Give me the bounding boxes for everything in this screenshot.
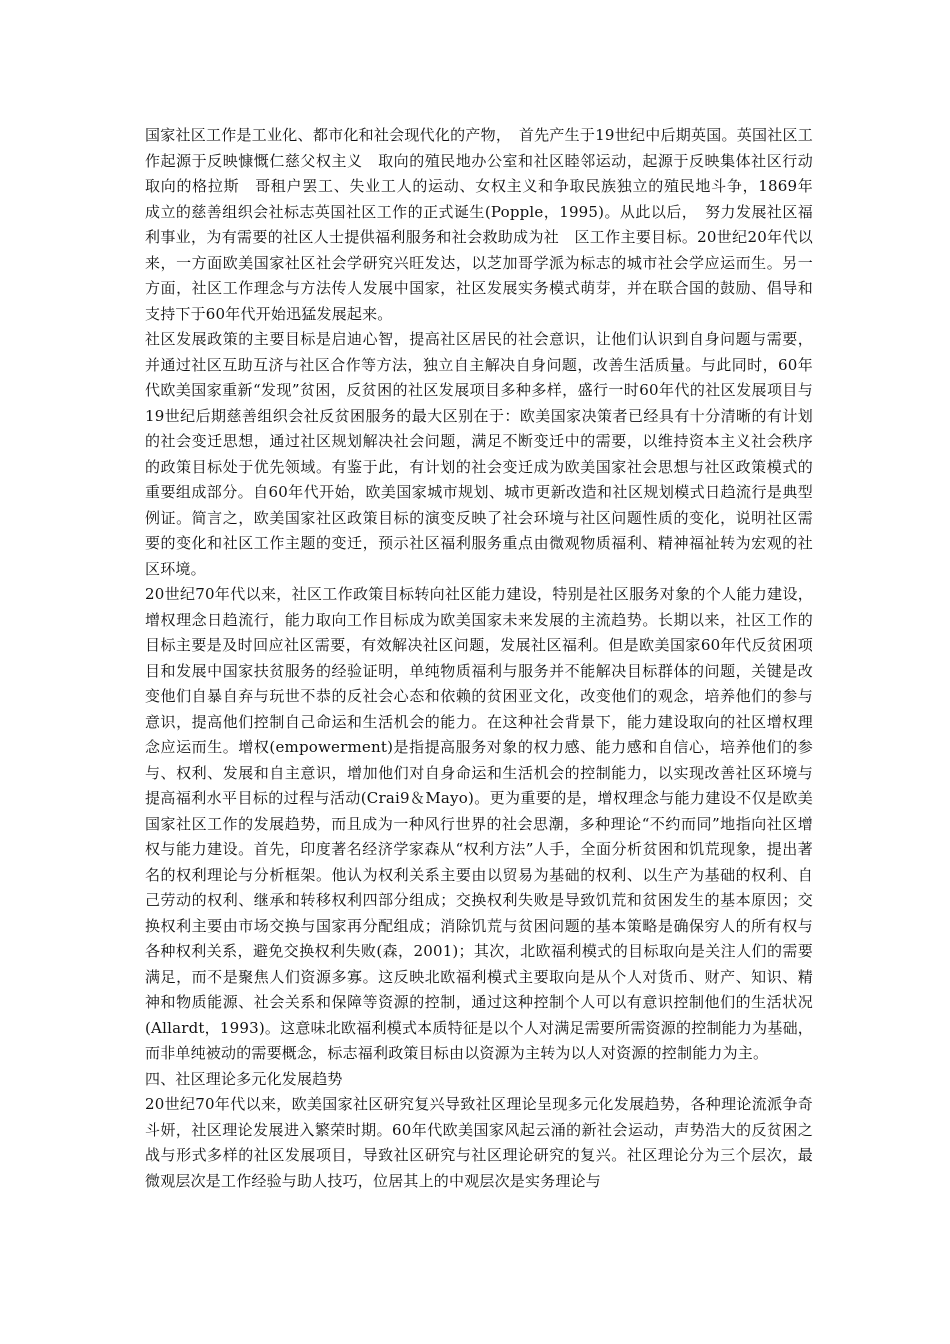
paragraph-origins: 国家社区工作是工业化、都市化和社会现代化的产物， 首先产生于19世纪中后期英国。英国社区工作起源于反映慷慨仁慈父权主义 取向的殖民地办公室和社区睦邻运动，起源于反映集体社区行动取向的格拉斯 哥租户罢工、失业工人的运动、女权主义和争取民族独立的殖民地斗争，1869年 成立的慈善组织会社标志英国社区工作的正式诞生(Popple，1995)。从此以后， 努力发展社区福利事业，为有需要的社区人士提供福利服务和社会救助成为社 区工作主要目标。20世纪20年代以来，一方面欧美国家社区社会学研究兴旺发达，以芝加哥学派为标志的城市社会学应运而生。另一方面，社区工作理念与方法传人发展中国家，社区发展实务模式萌芽，并在联合国的鼓励、倡导和支持下于60年代开始迅猛发展起来。 xyxy=(145,126,829,323)
paragraph-theory-diversification: 20世纪70年代以来，欧美国家社区研究复兴导致社区理论呈现多元化发展趋势，各种理论流派争奇斗妍，社区理论发展进入繁荣时期。60年代欧美国家风起云涌的新社会运动，声势浩大的反贫困之战与形式多样的社区发展项目，导致社区研究与社区理论研究的复兴。社区理论分为三个层次，最微观层次是工作经验与助人技巧，位居其上的中观层次是实务理论与 xyxy=(145,1095,813,1190)
section-heading: 四、社区理论多元化发展趋势 xyxy=(145,1069,343,1088)
paragraph-empowerment: 20世纪70年代以来，社区工作政策目标转向社区能力建设，特别是社区服务对象的个人能力建设，增权理念日趋流行，能力取向工作目标成为欧美国家未来发展的主流趋势。长期以来，社区工作的目标主要是及时回应社区需要，有效解决社区问题，发展社区福利。但是欧美国家60年代反贫困项目和发展中国家扶贫服务的经验证明，单纯物质福利与服务并不能解决目标群体的问题，关键是改变他们自暴自弃与玩世不恭的反社会心态和依赖的贫困亚文化，改变他们的观念，培养他们的参与意识，提高他们控制自己命运和生活机会的能力。在这种社会背景下，能力建设取向的社区增权理念应运而生。增权(empowerment)是指提高服务对象的权力感、能力感和自信心，培养他们的参与、权利、发展和自主意识，增加他们对自身命运和生活机会的控制能力，以实现改善社区环境与提高福利水平目标的过程与活动(Crai9＆Mayo)。更为重要的是，增权理念与能力建设不仅是欧美国家社区工作的发展趋势，而且成为一种风行世界的社会思潮，多种理论“不约而同”地指向社区增权与能力建设。首先，印度著名经济学家森从“权利方法”人手，全面分析贫困和饥荒现象，提出著名的权利理论与分析框架。他认为权利关系主要由以贸易为基础的权利、以生产为基础的权利、自己劳动的权利、继承和转移权利四部分组成；交换权利失败是导致饥荒和贫困发生的基本原因；交换权利主要由市场交换与国家再分配组成；消除饥荒与贫困问题的基本策略是确保穷人的所有权与各种权利关系，避免交换权利失败(森，2001)；其次，北欧福利模式的目标取向是关注人们的需要满足，而不是聚焦人们资源多寡。这反映北欧福利模式主要取向是从个人对货币、财产、知识、精神和物质能源、社会关系和保障等资源的控制，通过这种控制个人可以有意识控制他们的生活状况(Allardt，1993)。这意味北欧福利模式本质特征是以个人对满足需要所需资源的控制能力为基础，而非单纯被动的需要概念，标志福利政策目标由以资源为主转为以人对资源的控制能力为主。 xyxy=(145,585,813,1062)
document-body xyxy=(145,123,829,1194)
paragraph-development-policy: 社区发展政策的主要目标是启迪心智，提高社区居民的社会意识，让他们认识到自身问题与需要，并通过社区互助互济与社区合作等方法，独立自主解决自身问题，改善生活质量。与此同时，60年代欧美国家重新“发现”贫困，反贫困的社区发展项目多种多样，盛行一时60年代的社区发展项目与19世纪后期慈善组织会社反贫困服务的最大区别在于：欧美国家决策者已经具有十分清晰的有计划的社会变迁思想，通过社区规划解决社会问题，满足不断变迁中的需要，以维持资本主义社会秩序的政策目标处于优先领域。有鉴于此，有计划的社会变迁成为欧美国家社会思想与社区政策模式的重要组成部分。自60年代开始，欧美国家城市规划、城市更新改造和社区规划模式日趋流行是典型例证。简言之，欧美国家社区政策目标的演变反映了社会环境与社区问题性质的变化，说明社区需要的变化和社区工作主题的变迁，预示社区福利服务重点由微观物质福利、精神福祉转为宏观的社区环境。 xyxy=(145,330,813,578)
